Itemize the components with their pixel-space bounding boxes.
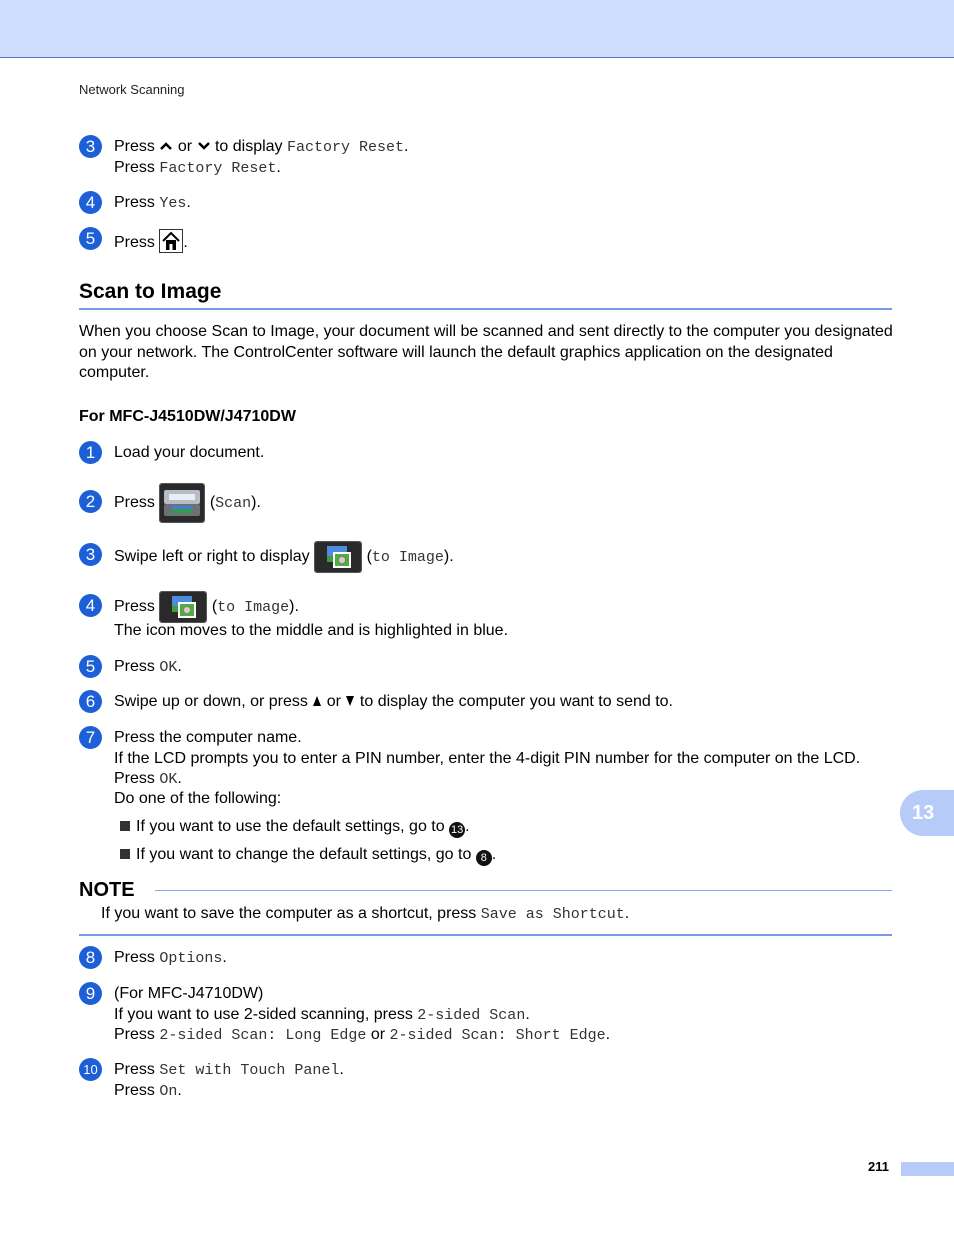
home-icon — [159, 229, 183, 253]
step-number: 3 — [79, 543, 102, 566]
note-divider — [79, 934, 892, 936]
chevron-down-icon — [197, 140, 211, 152]
page-number: 211 — [868, 1159, 889, 1174]
section-title: Scan to Image — [79, 280, 222, 303]
page-number-bar — [901, 1162, 954, 1176]
to-image-icon — [314, 541, 362, 573]
model-subtitle: For MFC-J4510DW/J4710DW — [79, 408, 296, 425]
section-intro: When you choose Scan to Image, your document will be scanned and sent directly to the computer you designated on your network. The ControlCenter software will launch the default graphics application on the designated computer. — [79, 323, 893, 381]
step-number: 6 — [79, 690, 102, 713]
header-bar — [0, 0, 954, 58]
bullet-square-icon — [120, 821, 130, 831]
step-number: 1 — [79, 441, 102, 464]
bullet-square-icon — [120, 849, 130, 859]
scanner-icon — [159, 483, 205, 523]
triangle-up-icon — [312, 695, 322, 707]
triangle-down-icon — [345, 695, 355, 707]
step-number: 5 — [79, 227, 102, 250]
step-number: 10 — [79, 1058, 102, 1081]
step-number: 5 — [79, 655, 102, 678]
step-ref-badge: 8 — [476, 850, 492, 866]
step-number: 4 — [79, 594, 102, 617]
to-image-icon — [159, 591, 207, 623]
chevron-up-icon — [159, 140, 173, 152]
step-number: 8 — [79, 946, 102, 969]
running-head: Network Scanning — [79, 82, 185, 97]
chapter-tab: 13 — [900, 790, 954, 836]
step-ref-badge: 13 — [450, 824, 464, 836]
note-divider — [155, 890, 892, 891]
step-number: 3 — [79, 135, 102, 158]
step-number: 4 — [79, 191, 102, 214]
list-item: If you want to change the default settings, go to 8 . — [120, 846, 496, 866]
note-title: NOTE — [79, 879, 135, 901]
list-item: If you want to use the default settings, go to 13 . — [120, 818, 470, 838]
section-divider — [79, 308, 892, 310]
step-number: 9 — [79, 982, 102, 1005]
note-text: If you want to save the computer as a shortcut, press Save as Shortcut. — [101, 905, 630, 923]
step-number: 2 — [79, 490, 102, 513]
step-number: 7 — [79, 726, 102, 749]
